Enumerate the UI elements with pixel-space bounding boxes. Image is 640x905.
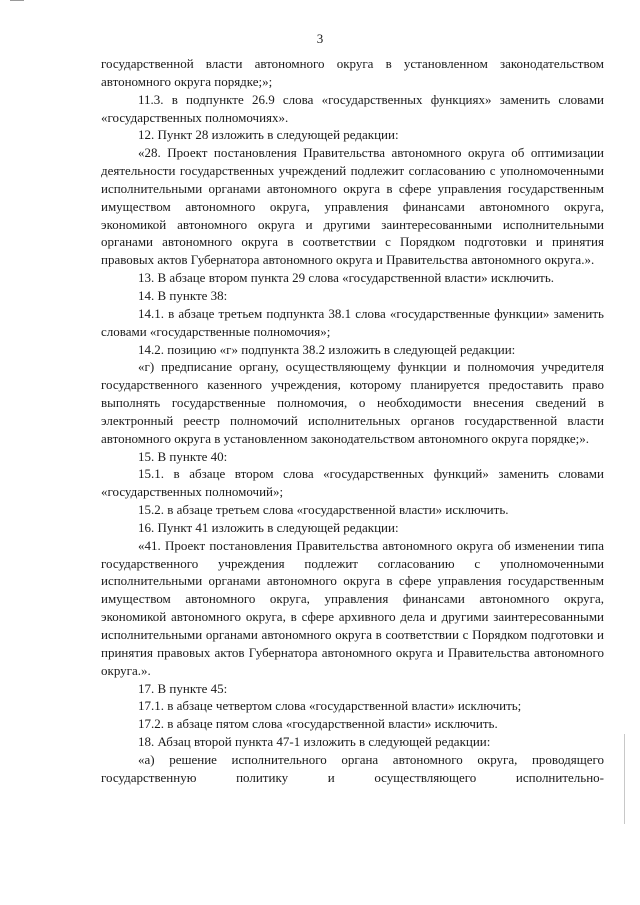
paragraph-item-14-1: 14.1. в абзаце третьем подпункта 38.1 слова «государственные функции» заменить словами «государственные полномочия»; bbox=[101, 305, 604, 339]
scan-mark-right bbox=[624, 734, 625, 824]
paragraph-item-13: 13. В абзаце втором пункта 29 слова «государственной власти» исключить. bbox=[138, 270, 555, 286]
paragraph-item-17-2: 17.2. в абзаце пятом слова «государственной власти» исключить. bbox=[138, 716, 498, 732]
paragraph-item-15: 15. В пункте 40: bbox=[138, 448, 228, 464]
paragraph-item-16: 16. Пункт 41 изложить в следующей редакции: bbox=[138, 519, 399, 535]
paragraph-continuation: государственной власти автономного округа в установленном законодательством автономного округа порядке;»; bbox=[101, 56, 604, 89]
paragraph-item-18: 18. Абзац второй пункта 47-1 изложить в следующей редакции: bbox=[138, 734, 491, 750]
paragraph-quote-a: «а) решение исполнительного органа автономного округа, проводящего государственную политику и осуществляющего исполнительно- bbox=[101, 751, 604, 785]
paragraph-quote-41: «41. Проект постановления Правительства автономного округа об изменении типа государственного учреждения подлежит согласованию с уполномоченными исполнительными органами автономного округа в сфере управления государственным имуществом автономного округа, управления финансами автономного округа, экономикой автономного округа, в сфере архивного дела и другими заинтересованными исполнительными органами автономного округа в соответствии с Порядком подготовки и принятия правовых актов Губернатора автономного округа и Правительства автономного округа.». bbox=[101, 537, 604, 678]
paragraph-item-12: 12. Пункт 28 изложить в следующей редакции: bbox=[138, 127, 399, 143]
paragraph-item-15-2: 15.2. в абзаце третьем слова «государственной власти» исключить. bbox=[138, 502, 509, 518]
paragraph-quote-g: «г) предписание органу, осуществляющему функции и полномочия учредителя государственного казенного учреждения, которому планируется предоставить право выполнять государственные полномочия, о необходимости внесения сведений в электронный реестр полномочий исполнительных органов государственной власти автономного округа в установленном законодательством автономного округа порядке;». bbox=[101, 359, 604, 446]
paragraph-item-17-1: 17.1. в абзаце четвертом слова «государственной власти» исключить; bbox=[138, 698, 522, 714]
paragraph-item-17: 17. В пункте 45: bbox=[138, 680, 228, 696]
paragraph-item-11-3: 11.3. в подпункте 26.9 слова «государственных функциях» заменить словами «государственных полномочиях». bbox=[101, 91, 604, 125]
paragraph-item-15-1: 15.1. в абзаце втором слова «государственных функций» заменить словами «государственных полномочий»; bbox=[101, 466, 604, 500]
document-body bbox=[101, 55, 604, 787]
page-number: 3 bbox=[316, 31, 324, 46]
paragraph-item-14-2: 14.2. позицию «г» подпункта 38.2 изложить в следующей редакции: bbox=[138, 341, 516, 357]
scan-mark-top bbox=[10, 0, 24, 1]
paragraph-item-14: 14. В пункте 38: bbox=[138, 287, 228, 303]
paragraph-quote-28: «28. Проект постановления Правительства автономного округа об оптимизации деятельности государственных учреждений подлежит согласованию с уполномоченными исполнительными органами автономного округа в сфере управления государственным имуществом автономного округа, управления финансами автономного округа, экономикой автономного округа и другими заинтересованными исполнительными органами автономного округа в соответствии с Порядком подготовки и принятия правовых актов Губернатора автономного округа и Правительства автономного округа.». bbox=[101, 145, 604, 268]
